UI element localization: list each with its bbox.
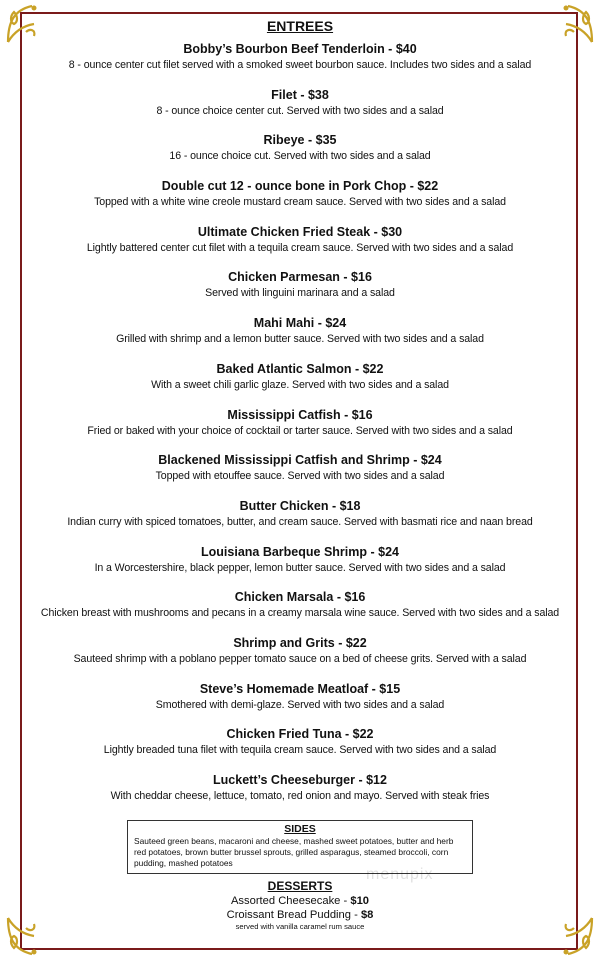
- entree-name: Bobby’s Bourbon Beef Tenderloin - $40: [183, 42, 417, 56]
- dessert-item: [30, 894, 570, 908]
- entree-item: [30, 681, 570, 727]
- entree-item: [30, 132, 570, 178]
- entree-item: [30, 726, 570, 772]
- entree-item: [30, 269, 570, 315]
- entree-item: [30, 772, 570, 818]
- entree-name: Luckett’s Cheeseburger - $12: [213, 773, 387, 787]
- entree-name: Shrimp and Grits - $22: [233, 635, 367, 650]
- entree-name: Baked Atlantic Salmon - $22: [216, 361, 384, 376]
- entree-name: Ribeye - $35: [263, 133, 337, 148]
- entree-name: Blackened Mississippi Catfish and Shrimp - $24: [158, 453, 442, 468]
- entree-description: Lightly battered center cut filet with a tequila cream sauce. Served with two sides and a salad: [86, 241, 514, 254]
- entree-name: Chicken Fried Tuna - $22: [226, 727, 374, 742]
- entree-name: Butter Chicken - $18: [239, 498, 361, 513]
- dessert-note: served with vanilla caramel rum sauce: [235, 921, 365, 931]
- entree-description: With cheddar cheese, lettuce, tomato, red onion and mayo. Served with steak fries: [110, 790, 490, 802]
- entree-description: Topped with a white wine creole mustard cream sauce. Served with two sides and a salad: [94, 196, 506, 209]
- entree-item: [30, 41, 570, 87]
- menu-content: [30, 17, 570, 932]
- entree-description: Grilled with shrimp and a lemon butter sauce. Served with two sides and a salad: [116, 333, 484, 346]
- entree-name: Filet - $38: [271, 87, 329, 102]
- entree-name: Louisiana Barbeque Shrimp - $24: [201, 544, 399, 559]
- entree-item: [30, 407, 570, 453]
- entree-item: [30, 452, 570, 498]
- entree-description: Fried or baked with your choice of cocktail or tarter sauce. Served with two sides and a salad: [87, 424, 513, 437]
- dessert-name: Croissant Bread Pudding -: [226, 908, 361, 921]
- entree-description: In a Worcestershire, black pepper, lemon butter sauce. Served with two sides and a salad: [94, 561, 506, 574]
- entree-name: Chicken Parmesan - $16: [228, 270, 372, 285]
- entree-name: Ultimate Chicken Fried Steak - $30: [197, 224, 403, 239]
- entree-description: Smothered with demi-glaze. Served with two sides and a salad: [155, 698, 445, 711]
- desserts-heading: DESSERTS: [267, 878, 333, 893]
- entree-name: Double cut 12 - ounce bone in Pork Chop - $22: [161, 179, 439, 194]
- sides-description: Sauteed green beans, macaroni and cheese, mashed sweet potatoes, butter and herb red potatoes, brown butter brussel sprouts, grilled asparagus, steamed broccoli, corn pudding, mashed potatoes: [134, 835, 454, 868]
- entree-name: Mississippi Catfish - $16: [227, 407, 373, 422]
- entree-name: Chicken Marsala - $16: [234, 590, 366, 605]
- dessert-price: $8: [360, 908, 374, 921]
- entree-item: [30, 315, 570, 361]
- entree-item: [30, 544, 570, 590]
- entree-item: [30, 224, 570, 270]
- entree-description: Lightly breaded tuna filet with tequila cream sauce. Served with two sides and a salad: [103, 744, 497, 757]
- watermark: menupix: [366, 866, 434, 883]
- entree-item: [30, 498, 570, 544]
- entree-item: [30, 87, 570, 133]
- dessert-price: $10: [350, 894, 370, 907]
- entree-item: [30, 361, 570, 407]
- entree-description: 8 - ounce choice center cut. Served with two sides and a salad: [156, 104, 444, 117]
- entree-list: [30, 41, 570, 818]
- entree-description: 8 - ounce center cut filet served with a smoked sweet bourbon sauce. Includes two sides and a salad: [68, 59, 532, 71]
- entree-name: Steve’s Homemade Meatloaf - $15: [199, 681, 401, 696]
- entree-description: Sauteed shrimp with a poblano pepper tomato sauce on a bed of cheese grits. Served with a salad: [73, 652, 527, 665]
- entree-item: [30, 635, 570, 681]
- dessert-name: Assorted Cheesecake -: [230, 894, 351, 907]
- entree-description: Chicken breast with mushrooms and pecans in a creamy marsala wine sauce. Served with two sides and a salad: [40, 607, 560, 620]
- dessert-item: [30, 908, 570, 922]
- entree-description: 16 - ounce choice cut. Served with two sides and a salad: [169, 150, 431, 163]
- entree-name: Mahi Mahi - $24: [253, 316, 347, 331]
- entree-item: [30, 589, 570, 635]
- entree-description: Topped with etouffee sauce. Served with two sides and a salad: [155, 470, 445, 483]
- entree-description: With a sweet chili garlic glaze. Served with two sides and a salad: [151, 378, 449, 391]
- sides-heading: SIDES: [284, 822, 316, 835]
- entree-description: Served with linguini marinara and a salad: [205, 287, 395, 300]
- entree-item: [30, 178, 570, 224]
- entree-description: Indian curry with spiced tomatoes, butter, and cream sauce. Served with basmati rice and naan bread: [67, 515, 533, 528]
- entrees-heading: ENTREES: [266, 18, 334, 34]
